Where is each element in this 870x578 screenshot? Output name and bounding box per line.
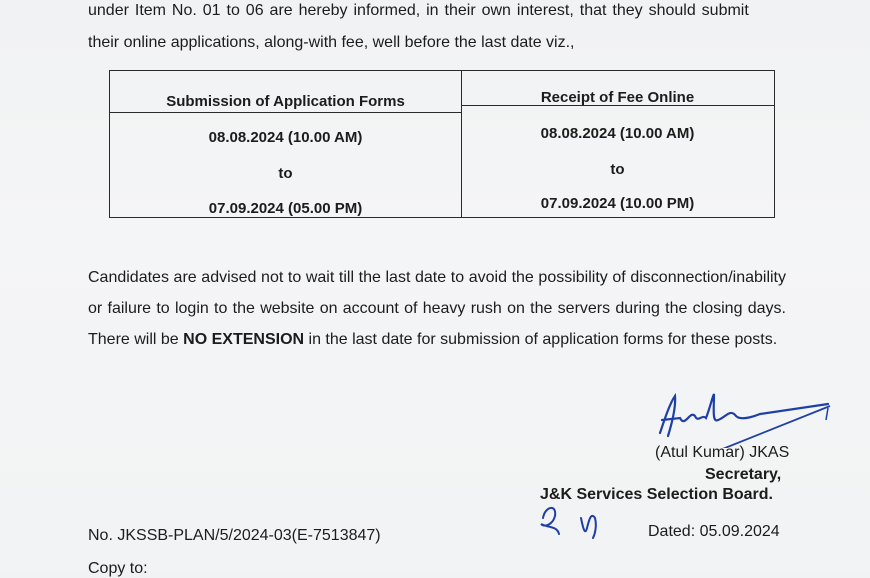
dated-line: Dated: 05.09.2024 — [648, 523, 780, 540]
official-title: Secretary, — [705, 466, 782, 483]
signature-image — [640, 388, 840, 448]
copy-to-label: Copy to: — [88, 560, 148, 577]
fee-start: 08.08.2024 (10.00 AM) — [540, 125, 695, 142]
header-fee: Receipt of Fee Online — [540, 89, 695, 106]
official-organization: J&K Services Selection Board. — [540, 486, 773, 503]
header-submission: Submission of Application Forms — [166, 93, 405, 110]
intro-line-2: their online applications, along-with fee, well before the last date viz., — [88, 34, 575, 51]
submission-start: 08.08.2024 (10.00 AM) — [208, 129, 363, 146]
advisory-text-2: in the last date for submission of application forms for these posts. — [304, 331, 778, 348]
schedule-table — [109, 70, 775, 218]
official-name: (Atul Kumar) JKAS — [655, 444, 790, 461]
submission-to: to — [278, 165, 293, 182]
table-header-divider-left — [110, 112, 461, 113]
intro-line-1: under Item No. 01 to 06 are hereby informed, in their own interest, that they should submit — [88, 2, 749, 19]
no-extension-emphasis: NO EXTENSION — [183, 331, 305, 348]
fee-to: to — [610, 161, 625, 178]
advisory-text-1: Candidates are advised not to wait till the last date to avoid the possibility of disconnection/inability or failure to login to the website on account of heavy rush on the servers during the closing days. There will be — [88, 269, 786, 348]
reference-number: No. JKSSB-PLAN/5/2024-03(E-7513847) — [88, 527, 381, 544]
initials-mark — [535, 498, 615, 543]
submission-end: 07.09.2024 (05.00 PM) — [208, 200, 363, 217]
advisory-paragraph — [88, 262, 786, 355]
fee-end: 07.09.2024 (10.00 PM) — [540, 195, 695, 212]
